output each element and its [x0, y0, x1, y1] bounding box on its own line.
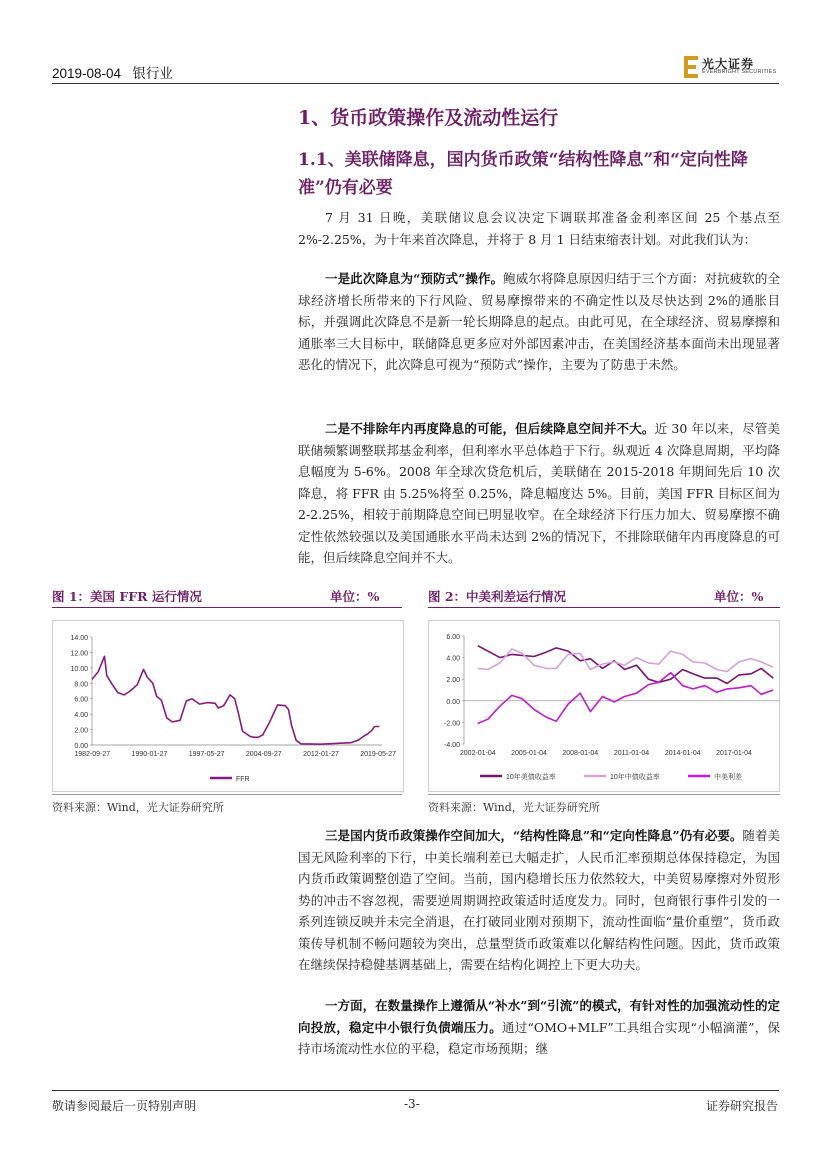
ffr-chart [52, 620, 404, 792]
figure-1-rule [52, 607, 402, 608]
x-tick-label: 2017-01-04 [716, 750, 752, 757]
legend-label: 中美利差 [714, 774, 742, 781]
paragraph-point-1 [298, 268, 780, 376]
chart-frame [429, 621, 780, 792]
x-tick-label: 1990-01-27 [131, 751, 168, 758]
point-1-lead: 一是此次降息为“预防式”操作。 [325, 271, 504, 286]
industry-label: 银行业 [132, 66, 173, 81]
footer-divider [52, 1090, 779, 1091]
figure-1-title: 图 1：美国 FFR 运行情况 [52, 589, 202, 604]
y-tick-label: 12.00 [70, 650, 88, 658]
header-divider [52, 83, 779, 84]
y-tick-label: 0.00 [446, 698, 460, 706]
x-tick-label: 1982-09-27 [74, 751, 111, 758]
paragraph-point-2 [298, 418, 780, 569]
y-tick-label: 14.00 [70, 635, 88, 642]
y-tick-label: 10.00 [70, 665, 88, 673]
legend-label: 10年美债收益率 [506, 774, 556, 781]
x-tick-label: 2005-01-04 [511, 750, 547, 757]
everbright-logo [684, 56, 784, 78]
y-tick-label: -2.00 [444, 720, 460, 728]
y-tick-label: -4.00 [444, 742, 460, 749]
x-tick-label: 2011-01-04 [613, 750, 650, 757]
y-tick-label: 4.00 [74, 712, 88, 720]
x-tick-label: 1997-05-27 [188, 751, 225, 758]
footer-disclaimer: 敬请参阅最后一页特别声明 [52, 1099, 197, 1113]
figure-2-unit: 单位：% [714, 589, 764, 604]
subsection-title: 1.1、美联储降息，国内货币政策“结构性降息”和“定向性降准”仍有必要 [298, 150, 748, 198]
measure-1-lead: 一方面，在数量操作上遵循从“补水”到“引流”的模式，有针对性的加强流动性的定向投放，稳定中小银行负债端压力。 [298, 998, 780, 1035]
figure-2-rule [428, 607, 780, 608]
y-tick-label: 6.00 [446, 634, 460, 641]
figure-2-bottom-rule [428, 794, 780, 795]
report-header [52, 62, 173, 82]
point-2-body: 近 30 年以来，尽管美联储频繁调整联邦基金利率，但利率水平总体趋于下行。纵观近 4 次降息周期，平均降息幅度为 5-6%。2008 年全球次贷危机后，美联储在 2015-2018 年期间先后 10 次降息，将 FFR 由 5.25%将至 0.25%，降息幅度达 5%。目前，美国 FFR 目标区间为 2-2.25%，相较于前期降息空间已明显收窄。在全球经济下行压力加大、贸易摩擦不确定性依然较强以及美国通胀水平尚未达到 2%的情况下，不排除联储年内再度降息的可能，但后续降息空间并不大。 [298, 421, 780, 565]
point-3-body: 随着美国无风险利率的下行，中美长端利差已大幅走扩，人民币汇率预期总体保持稳定，为国内货币政策调整创造了空间。当前，国内稳增长压力依然较大，中美贸易摩擦对外贸形势的冲击不容忽视，需要逆周期调控政策适时适度发力。同时，包商银行事件引发的一系列连锁反映并未完全消退，在打破同业刚对预期下，流动性面临“量价重塑”，货币政策传导机制不畅问题较为突出，总量型货币政策难以化解结构性问题。因此，货币政策在继续保持稳健基调基础上，需要在结构化调控上下更大功夫。 [298, 828, 780, 972]
page-number: -3- [404, 1097, 420, 1111]
paragraph-intro: 7 月 31 日晚，美联储议息会议决定下调联邦准备金利率区间 25 个基点至 2%-2.25%，为十年来首次降息，并将于 8 月 1 日结束缩表计划。对此我们认为： [298, 210, 780, 247]
x-tick-label: 2019-05-27 [360, 751, 397, 758]
series-line-3 [478, 673, 774, 724]
legend-label: 10年中债收益率 [610, 774, 660, 781]
x-tick-label: 2012-01-27 [303, 751, 339, 758]
y-tick-label: 2.00 [446, 677, 460, 685]
chart-frame [53, 621, 404, 792]
x-tick-label: 2014-01-04 [664, 750, 701, 757]
series-line-1 [92, 656, 379, 744]
paragraph-point-3 [298, 825, 780, 976]
logo-text-cn: 光大证券 [702, 57, 755, 71]
series-line-2 [478, 649, 774, 672]
x-tick-label: 2008-01-04 [562, 750, 599, 757]
spread-chart [428, 620, 780, 792]
figure-2-title: 图 2：中美利差运行情况 [428, 589, 567, 604]
y-tick-label: 6.00 [74, 696, 88, 704]
y-tick-label: 2.00 [74, 727, 88, 735]
paragraph-measure-1 [298, 995, 780, 1060]
x-tick-label: 2002-01-04 [459, 750, 496, 757]
figure-2-source: 资料来源：Wind，光大证券研究所 [428, 801, 600, 814]
x-tick-label: 2004-09-27 [245, 751, 282, 758]
y-tick-label: 0.00 [74, 743, 88, 750]
section-title: 1、货币政策操作及流动性运行 [298, 107, 559, 129]
point-2-lead: 二是不排除年内再度降息的可能，但后续降息空间并不大。 [325, 421, 655, 436]
figure-1-unit: 单位：% [330, 589, 380, 604]
point-1-body: 鲍威尔将降息原因归结于三个方面：对抗疲软的全球经济增长所带来的下行风险、贸易摩擦带来的不确定性以及尽快达到 2%的通胀目标，并强调此次降息不是新一轮长期降息的起点。由此可见，在全球经济、贸易摩擦和通胀率三大目标中，联储降息更多应对外部因素冲击，在美国经济基本面尚未出现显著恶化的情况下，此次降息可视为“预防式”操作，主要为了防患于未然。 [298, 271, 780, 372]
figure-1-source: 资料来源：Wind，光大证券研究所 [52, 801, 224, 814]
y-tick-label: 4.00 [446, 655, 460, 663]
logo-text-en: EVERBRIGHT SECURITIES [702, 69, 777, 75]
legend-label: FFR [236, 776, 250, 783]
point-3-lead: 三是国内货币政策操作空间加大，“结构性降息”和“定向性降息”仍有必要。 [325, 828, 743, 843]
measure-1-body: 通过“OMO+MLF”工具组合实现“小幅滴灌”，保持市场流动性水位的平稳，稳定市场预期；继 [298, 1019, 780, 1056]
logo-mark-icon [684, 56, 698, 78]
footer-report-type: 证券研究报告 [706, 1099, 779, 1113]
report-date: 2019-08-04 [52, 66, 122, 81]
y-tick-label: 8.00 [74, 681, 88, 689]
figure-1-bottom-rule [52, 794, 402, 795]
